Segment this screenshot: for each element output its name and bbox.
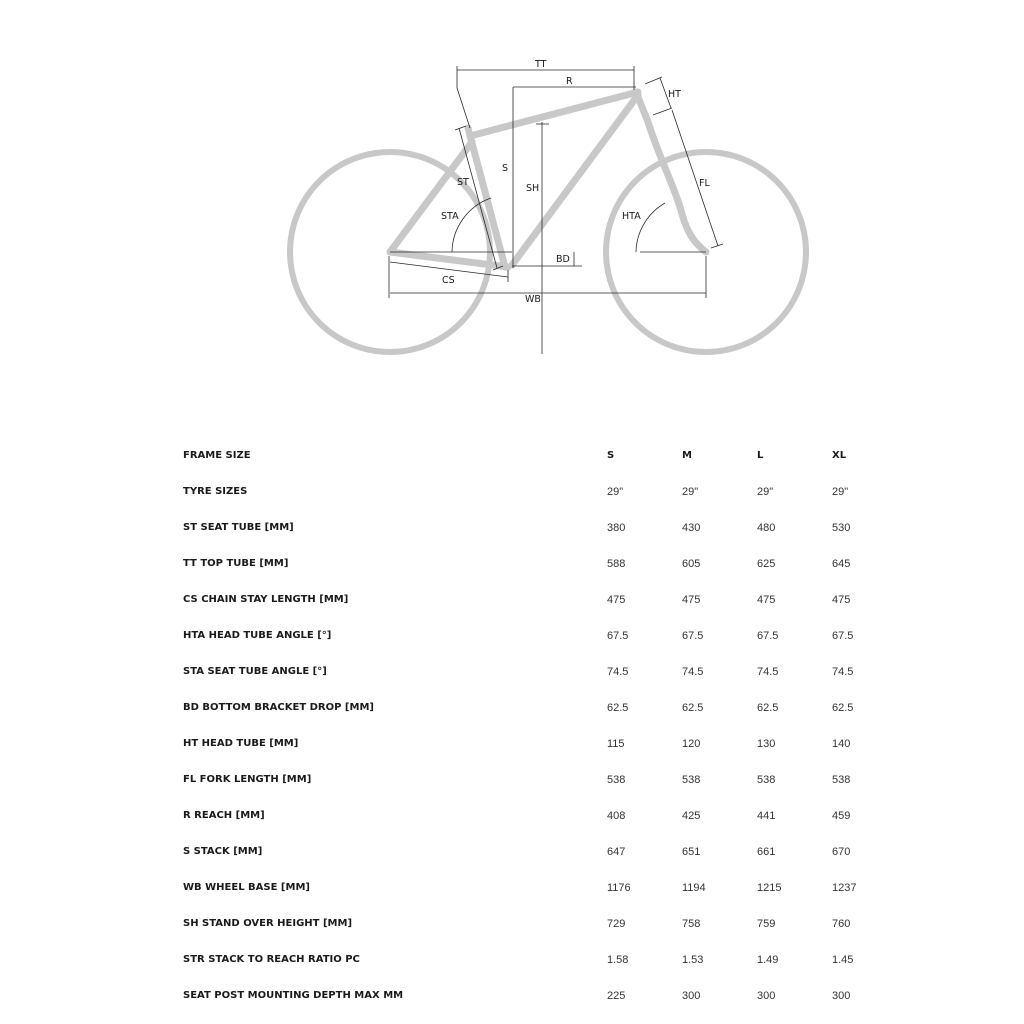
row-value: 62.5 <box>832 702 854 714</box>
label-sta: STA <box>441 211 459 222</box>
row-value: 62.5 <box>757 702 779 714</box>
row-label: CS CHAIN STAY LENGTH [MM] <box>183 594 349 605</box>
size-xl: XL <box>832 450 847 461</box>
row-value: 588 <box>607 558 626 570</box>
row-label: FL FORK LENGTH [MM] <box>183 774 312 785</box>
row-value: 74.5 <box>832 666 854 678</box>
row-label: SH STAND OVER HEIGHT [MM] <box>183 918 353 929</box>
row-value: 300 <box>757 990 776 1002</box>
bike-frame <box>390 92 706 267</box>
row-value: 74.5 <box>757 666 779 678</box>
row-value: 625 <box>757 558 776 570</box>
label-s: S <box>502 163 509 174</box>
table-row <box>183 546 903 582</box>
row-value: 140 <box>832 738 851 750</box>
row-value: 1237 <box>832 882 857 894</box>
table-row <box>183 654 903 690</box>
table-row <box>183 834 903 870</box>
row-value: 300 <box>832 990 851 1002</box>
row-value: 661 <box>757 846 776 858</box>
size-m: M <box>682 450 692 461</box>
row-value: 74.5 <box>682 666 704 678</box>
row-value: 441 <box>757 810 776 822</box>
label-wb: WB <box>525 294 541 305</box>
row-value: 62.5 <box>682 702 704 714</box>
row-value: 538 <box>607 774 626 786</box>
size-s: S <box>607 450 615 461</box>
row-value: 115 <box>607 738 625 750</box>
table-row <box>183 942 903 978</box>
row-label: STA SEAT TUBE ANGLE [°] <box>183 666 327 677</box>
row-value: 29" <box>607 486 624 498</box>
row-label: STR STACK TO REACH RATIO PC <box>183 954 360 965</box>
row-value: 538 <box>757 774 776 786</box>
table-row <box>183 870 903 906</box>
row-value: 758 <box>682 918 701 930</box>
row-label: HT HEAD TUBE [MM] <box>183 738 299 749</box>
row-value: 759 <box>757 918 776 930</box>
row-value: 67.5 <box>682 630 704 642</box>
label-fl: FL <box>699 178 710 189</box>
row-value: 29" <box>832 486 849 498</box>
row-value: 430 <box>682 522 701 534</box>
fork <box>648 122 706 252</box>
label-ht: HT <box>668 89 681 100</box>
row-value: 729 <box>607 918 626 930</box>
table-header-row <box>183 438 903 474</box>
row-value: 605 <box>682 558 701 570</box>
row-value: 120 <box>682 738 701 750</box>
row-value: 74.5 <box>607 666 629 678</box>
row-value: 62.5 <box>607 702 629 714</box>
table-row <box>183 582 903 618</box>
label-bd: BD <box>556 254 570 265</box>
label-sh: SH <box>526 183 540 194</box>
row-value: 67.5 <box>757 630 779 642</box>
row-value: 670 <box>832 846 851 858</box>
size-l: L <box>757 450 764 461</box>
row-value: 1.45 <box>832 954 854 966</box>
row-value: 760 <box>832 918 851 930</box>
head-tube <box>636 92 648 122</box>
row-value: 225 <box>607 990 626 1002</box>
label-cs: CS <box>442 275 455 286</box>
table-row <box>183 762 903 798</box>
label-st: ST <box>457 177 469 188</box>
row-label: TYRE SIZES <box>183 486 248 497</box>
row-value: 29" <box>757 486 774 498</box>
frame-size-label: FRAME SIZE <box>183 450 251 461</box>
row-value: 530 <box>832 522 851 534</box>
row-value: 1176 <box>607 882 631 894</box>
table-row <box>183 906 903 942</box>
row-label: S STACK [MM] <box>183 846 263 857</box>
row-value: 538 <box>832 774 851 786</box>
row-value: 408 <box>607 810 626 822</box>
row-value: 1194 <box>682 882 706 894</box>
row-value: 475 <box>607 594 626 606</box>
row-value: 1.49 <box>757 954 779 966</box>
table-row <box>183 726 903 762</box>
row-label: TT TOP TUBE [MM] <box>183 558 289 569</box>
row-value: 475 <box>682 594 701 606</box>
row-value: 1215 <box>757 882 782 894</box>
row-label: BD BOTTOM BRACKET DROP [MM] <box>183 702 374 713</box>
label-hta: HTA <box>622 211 641 222</box>
row-value: 645 <box>832 558 851 570</box>
label-r: R <box>566 76 573 87</box>
row-label: HTA HEAD TUBE ANGLE [°] <box>183 630 332 641</box>
row-value: 1.58 <box>607 954 629 966</box>
table-row <box>183 690 903 726</box>
row-value: 647 <box>607 846 626 858</box>
row-label: SEAT POST MOUNTING DEPTH MAX MM <box>183 990 404 1001</box>
row-value: 475 <box>832 594 851 606</box>
table-row <box>183 510 903 546</box>
geometry-table <box>183 438 903 1014</box>
row-value: 1.53 <box>682 954 704 966</box>
row-value: 67.5 <box>832 630 854 642</box>
row-label: R REACH [MM] <box>183 810 265 821</box>
label-tt: TT <box>535 59 547 70</box>
table-row <box>183 618 903 654</box>
row-value: 67.5 <box>607 630 629 642</box>
table-row <box>183 798 903 834</box>
row-value: 475 <box>757 594 776 606</box>
table-body <box>183 474 903 1014</box>
bike-geometry-diagram <box>0 0 1024 400</box>
row-value: 480 <box>757 522 776 534</box>
table-row <box>183 978 903 1014</box>
row-value: 651 <box>682 846 701 858</box>
row-value: 459 <box>832 810 851 822</box>
row-label: ST SEAT TUBE [MM] <box>183 522 294 533</box>
row-value: 300 <box>682 990 701 1002</box>
row-value: 538 <box>682 774 701 786</box>
row-value: 380 <box>607 522 626 534</box>
row-label: WB WHEEL BASE [MM] <box>183 882 310 893</box>
row-value: 29" <box>682 486 699 498</box>
table-row <box>183 474 903 510</box>
row-value: 425 <box>682 810 701 822</box>
row-value: 130 <box>757 738 776 750</box>
